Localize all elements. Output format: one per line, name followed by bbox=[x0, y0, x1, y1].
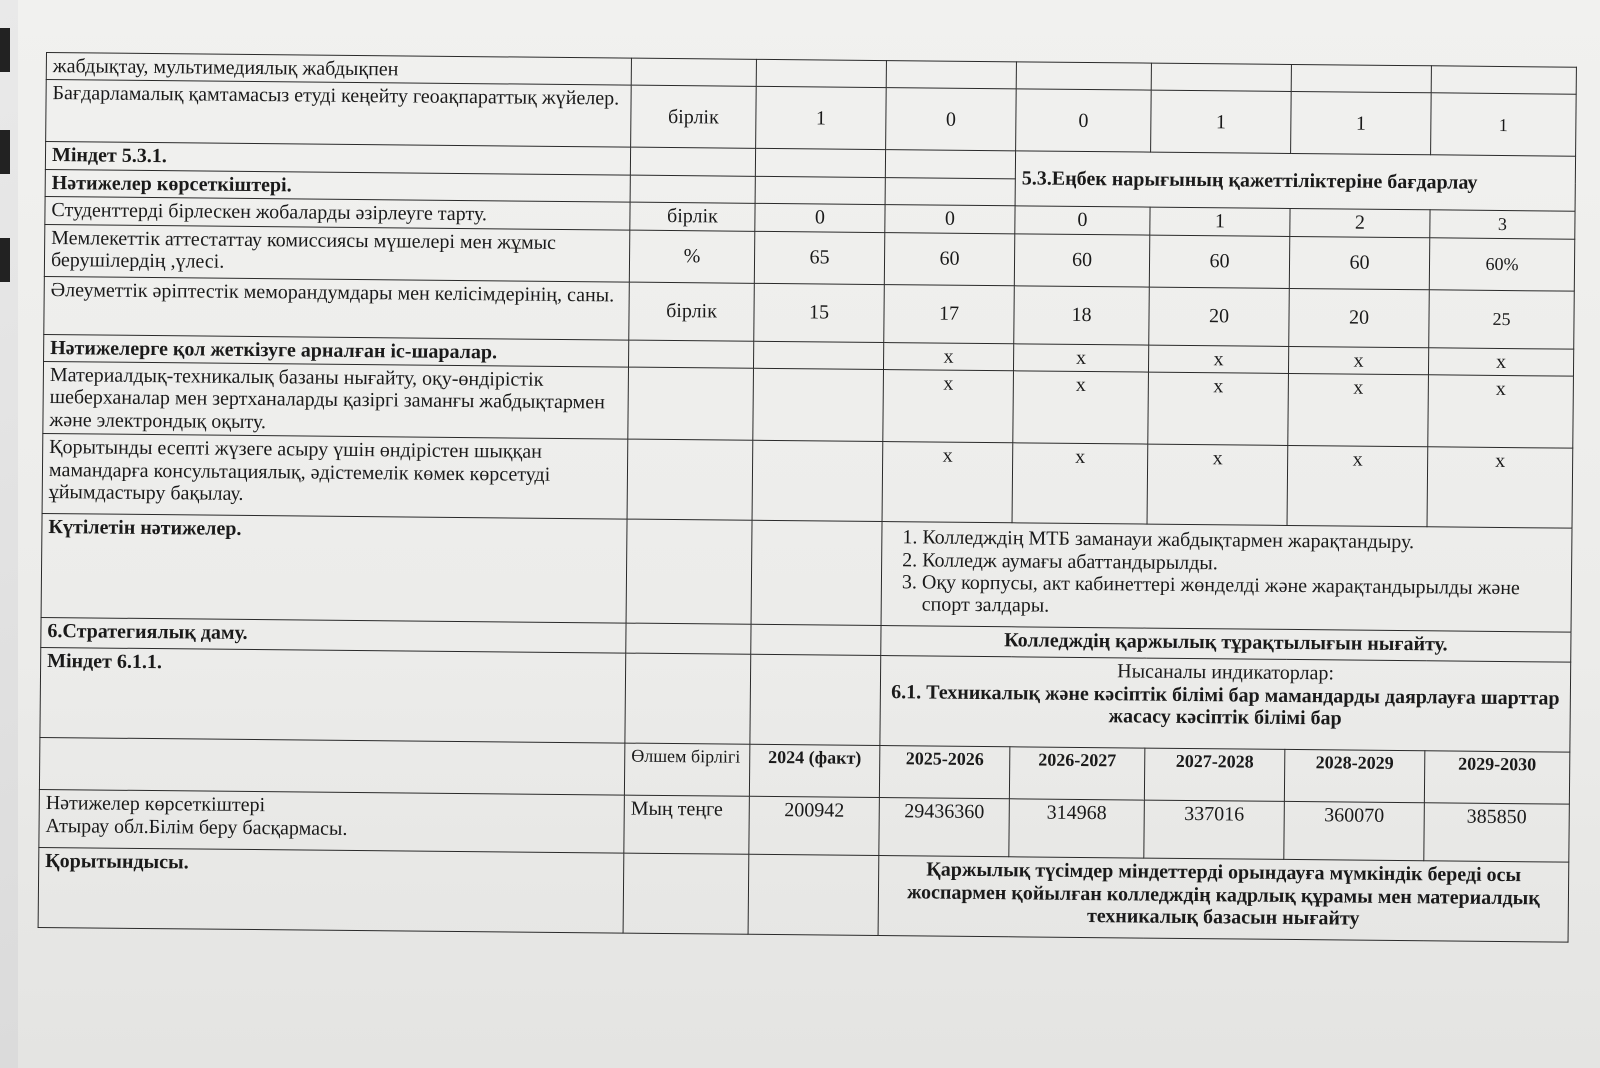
value-cell: 1 bbox=[1150, 207, 1290, 236]
mark-cell: x bbox=[1012, 443, 1148, 524]
strategic-goal: Колледждің қаржылық тұрақтылығын нығайту. bbox=[881, 626, 1571, 663]
mark-cell: x bbox=[1013, 371, 1149, 444]
row-text: Студенттерді бірлескен жобаларды әзірлеуге тарту. bbox=[45, 197, 630, 230]
row-text: Мемлекеттік аттестаттау комиссиясы мүшелері мен жұмыс берушілердің ,үлесі. bbox=[44, 224, 629, 282]
conclusion-text: Қаржылық түсімдер міндеттерді орындауға мүмкіндік береді осы жоспармен қойылған колледждің кадрлық құрамы мен материалдық техникалық базасын нығайту bbox=[878, 856, 1569, 943]
year-header: 2027-2028 bbox=[1144, 748, 1284, 801]
value-cell: 1 bbox=[756, 87, 887, 150]
row-text: Әлеуметтік әріптестік меморандумдары мен келісімдерінің, саны. bbox=[44, 276, 630, 340]
binder-ring bbox=[0, 238, 10, 282]
unit-header: Өлшем бірлігі bbox=[624, 743, 749, 796]
value-cell: 65 bbox=[754, 231, 884, 284]
value-cell: 385850 bbox=[1424, 803, 1570, 862]
value-cell: 25 bbox=[1429, 289, 1575, 348]
plan-table bbox=[38, 52, 1577, 943]
list-item: 2. Колледж аумағы абаттандырылды. bbox=[922, 549, 1565, 578]
value-cell: 1 bbox=[1151, 91, 1292, 154]
strategic-heading: 6.Стратегиялық даму. bbox=[41, 618, 626, 654]
table-row bbox=[38, 848, 1569, 943]
year-header: 2029-2030 bbox=[1424, 751, 1569, 804]
value-cell: 360070 bbox=[1284, 802, 1425, 861]
unit-cell: бірлік bbox=[629, 282, 755, 341]
value-cell: 15 bbox=[754, 283, 885, 342]
mark-cell: x bbox=[883, 342, 1013, 371]
value-cell: 0 bbox=[1016, 89, 1152, 152]
value-cell: 60% bbox=[1429, 237, 1574, 290]
indicators-label: Нысаналы индикаторлар: bbox=[1117, 660, 1335, 685]
value-cell: 2 bbox=[1290, 209, 1430, 238]
expected-list-cell bbox=[881, 522, 1572, 633]
value-cell: 60 bbox=[1014, 233, 1149, 286]
mark-cell: x bbox=[1288, 346, 1428, 375]
table-row bbox=[42, 434, 1573, 529]
mark-cell: x bbox=[1428, 375, 1574, 449]
unit-cell: Мың теңге bbox=[624, 795, 750, 854]
value-cell: 200942 bbox=[749, 796, 880, 855]
mark-cell: x bbox=[1148, 372, 1289, 446]
row-text: Бағдарламалық қамтамасыз етуді кеңейту геоақпараттық жүйелер. bbox=[46, 80, 632, 148]
year-header: 2026-2027 bbox=[1009, 747, 1144, 800]
year-header: 2024 (факт) bbox=[749, 744, 879, 797]
unit-cell: бірлік bbox=[630, 202, 755, 231]
value-cell: 60 bbox=[884, 232, 1014, 285]
expected-list bbox=[888, 526, 1566, 622]
value-cell: 17 bbox=[884, 284, 1015, 343]
binder-ring bbox=[0, 28, 10, 72]
row-text: жабдықтау, мультимедиялық жабдықпен bbox=[46, 53, 631, 86]
value-cell: 18 bbox=[1014, 285, 1150, 344]
conclusion-heading: Қорытындысы. bbox=[38, 848, 624, 934]
mark-cell: x bbox=[882, 442, 1013, 523]
value-cell: 20 bbox=[1149, 287, 1290, 346]
task-heading: Міндет 6.1.1. bbox=[40, 648, 626, 744]
row-text: Қорытынды есепті жүзеге асыру үшін өндірістен шыққан мамандарға консультациялық, әдістемелік көмек көрсетуді ұйымдастыру бақылау. bbox=[42, 434, 628, 520]
table-row bbox=[41, 514, 1572, 633]
value-cell: 1 bbox=[1291, 92, 1432, 155]
value-cell: 60 bbox=[1149, 235, 1289, 288]
document-page bbox=[18, 0, 1600, 1068]
value-cell: 337016 bbox=[1144, 800, 1285, 859]
goal-heading: 6.1. Техникалық және кәсіптік білімі бар мамандарды даярлауға шарттар жасасу кәсіптік білімі бар bbox=[891, 680, 1560, 730]
value-cell: 0 bbox=[886, 88, 1017, 151]
goal-heading: 5.3.Еңбек нарығының қажеттіліктеріне бағдарлау bbox=[1015, 151, 1576, 211]
indicators-cell bbox=[880, 656, 1571, 753]
mark-cell: x bbox=[1287, 446, 1428, 527]
mark-cell: x bbox=[1288, 373, 1429, 447]
finance-label-cell bbox=[39, 790, 625, 854]
mark-cell: x bbox=[1013, 343, 1148, 372]
task-heading: Міндет 5.3.1. bbox=[45, 142, 630, 175]
value-cell: 0 bbox=[1015, 206, 1150, 235]
unit-cell: % bbox=[629, 230, 754, 283]
list-item: 3. Оқу корпусы, акт кабинеттері жөнделді және жарақтандырылды және спорт залдары. bbox=[922, 571, 1565, 622]
list-item: 1. Колледждің МТБ заманауи жабдықтармен жарақтандыру. bbox=[922, 527, 1565, 556]
results-heading: Нәтижелер көрсеткіштері. bbox=[45, 169, 630, 202]
activities-heading: Нәтижелерге қол жеткізуге арналған іс-шаралар. bbox=[44, 334, 629, 367]
value-cell: 314968 bbox=[1009, 799, 1145, 858]
value-cell: 0 bbox=[755, 203, 885, 232]
year-header: 2028-2029 bbox=[1284, 750, 1424, 803]
mark-cell: x bbox=[1428, 347, 1573, 376]
value-cell: 20 bbox=[1289, 288, 1430, 347]
value-cell: 29436360 bbox=[879, 798, 1010, 857]
value-cell: 3 bbox=[1430, 210, 1575, 239]
mark-cell: x bbox=[1148, 345, 1288, 374]
value-cell: 0 bbox=[885, 205, 1015, 234]
mark-cell: x bbox=[1147, 444, 1288, 525]
mark-cell: x bbox=[1427, 447, 1573, 528]
value-cell: 1 bbox=[1431, 93, 1577, 156]
binder-ring bbox=[0, 130, 10, 174]
unit-cell: бірлік bbox=[631, 86, 757, 149]
finance-line: Нәтижелер көрсеткіштері bbox=[45, 792, 266, 817]
table-row bbox=[40, 648, 1571, 753]
finance-line: Атырау обл.Білім беру басқармасы. bbox=[45, 814, 348, 840]
row-text: Материалдық-техникалық базаны нығайту, оқу-өндірістік шеберханалар мен зертханаларды қазіргі заманғы жабдықтармен және электрондық оқыту. bbox=[43, 361, 629, 439]
value-cell: 60 bbox=[1289, 236, 1429, 289]
mark-cell: x bbox=[883, 370, 1014, 443]
expected-heading: Күтілетін нәтижелер. bbox=[41, 514, 627, 624]
year-header: 2025-2026 bbox=[879, 746, 1009, 799]
